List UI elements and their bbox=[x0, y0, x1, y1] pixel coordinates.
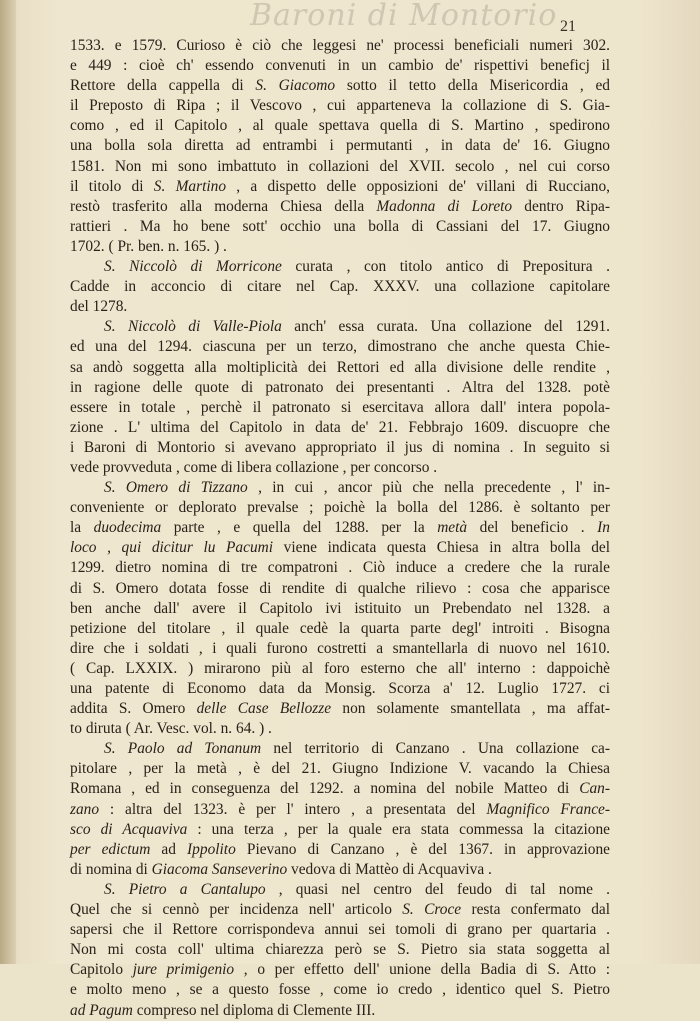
italic-segment: zano bbox=[70, 800, 100, 818]
italic-segment: S. Niccolò di Valle-Piola bbox=[104, 318, 282, 336]
text-line: ( Cap. LXXIX. ) mirarono più al foro esterno che all' interno : dappoichè bbox=[70, 659, 610, 677]
text-line: e molto meno , se a questo fosse , come io credo , identico quel S. Pietro bbox=[70, 981, 610, 999]
text-segment: Rettore della cappella di bbox=[70, 77, 256, 95]
text-line bbox=[70, 840, 610, 860]
italic-segment: Madonna di Loreto bbox=[376, 197, 513, 215]
text-segment: Quel che si cennò per incidenza nell' articolo bbox=[70, 901, 403, 919]
text-segment: Romana , ed in conseguenza del 1292. a nomina del nobile Matteo di bbox=[70, 780, 580, 798]
text-segment: , quasi nel centro del feudo di tal nome . bbox=[265, 880, 611, 898]
text-line bbox=[70, 699, 610, 719]
text-line bbox=[70, 860, 610, 880]
text-line: pitolare , per la metà , è del 21. Giugno Indizione V. vacando la Chiesa bbox=[70, 760, 610, 778]
text-line: rattieri . Ma ho bene sott' occhio una bolla di Cassiani del 17. Giugno bbox=[70, 217, 610, 235]
italic-segment: Can- bbox=[579, 780, 610, 798]
text-line bbox=[70, 197, 610, 217]
italic-segment: S. Pietro a Cantalupo bbox=[104, 880, 266, 898]
text-segment: di nomina di bbox=[70, 860, 152, 878]
italic-segment: loco , qui dicitur lu Pacumi bbox=[70, 539, 274, 557]
text-line bbox=[70, 779, 610, 799]
text-segment: parte , e quella del 1288. per la bbox=[161, 519, 438, 537]
body-text bbox=[70, 36, 610, 1021]
italic-segment: Magnifico France- bbox=[486, 800, 610, 818]
text-segment: : una terza , per la quale era stata commessa la citazione bbox=[187, 820, 610, 838]
italic-segment: per edictum bbox=[70, 840, 151, 858]
italic-segment: delle Case Bellozze bbox=[196, 700, 332, 718]
text-segment: , in cui , ancor più che nella precedente , l' in- bbox=[247, 479, 610, 497]
text-line: Cadde in acconcio di citare nel Cap. XXXV. una collazione capitolare bbox=[70, 278, 610, 296]
text-segment: , o per effetto dell' unione della Badia di S. Atto : bbox=[234, 961, 610, 979]
text-line: como , ed il Capitolo , al quale spettava quella di S. Martino , spedirono bbox=[70, 117, 610, 135]
italic-segment: S. Martino bbox=[153, 177, 227, 195]
italic-segment: In bbox=[597, 519, 610, 537]
text-segment: il titolo di bbox=[70, 177, 154, 195]
text-line bbox=[70, 880, 610, 900]
text-line: 1533. e 1579. Curioso è ciò che leggesi ne' processi beneficiali numeri 302. bbox=[70, 37, 610, 54]
text-segment: sotto il tetto della Misericordia , ed bbox=[335, 77, 610, 95]
text-line: di S. Omero dotata fosse di rendite di qualche rilievo : cosa che apparisce bbox=[70, 579, 610, 597]
book-binding-shadow bbox=[0, 0, 16, 964]
text-line bbox=[70, 820, 610, 840]
text-line: 1581. Non mi sono imbattuto in collazioni del XVII. secolo , nel cui corso bbox=[70, 157, 610, 175]
italic-segment: jure primigenio bbox=[132, 961, 235, 979]
text-line: sapersi che il Rettore corrispondeva annui sei tomoli di grano per quartaria . bbox=[70, 921, 610, 939]
text-segment: resta confermato dal bbox=[461, 901, 610, 919]
text-line: i Baroni di Montorio si avevano appropriato il jus di nomina . In seguito si bbox=[70, 438, 610, 456]
text-line: una patente di Economo data da Monsig. Scorza a' 12. Luglio 1727. ci bbox=[70, 680, 610, 697]
text-segment: Capitolo bbox=[70, 961, 133, 979]
text-segment: compreso nel diploma di Clemente III. bbox=[132, 1001, 376, 1019]
text-segment: nel territorio di Canzano . Una collazione ca- bbox=[261, 740, 610, 758]
text-line: dire che i soldati , i quali furono costretti a smantellarla di nuovo nel 1610. bbox=[70, 639, 610, 657]
text-segment: : altra del 1323. è per l' intero , a presentata del bbox=[99, 800, 487, 818]
italic-segment: ad Pagum bbox=[70, 1001, 133, 1019]
text-line bbox=[70, 76, 610, 96]
italic-segment: S. Paolo ad Tonanum bbox=[104, 740, 262, 758]
text-line bbox=[70, 518, 610, 538]
text-line: 1702. ( Pr. ben. n. 165. ) . bbox=[70, 237, 227, 255]
text-segment: addita S. Omero bbox=[70, 700, 197, 718]
text-segment: vedova di Mattèo di Acquaviva . bbox=[287, 860, 492, 878]
italic-segment: S. Giacomo bbox=[255, 77, 336, 95]
text-segment: non solamente smantellata , ma affat- bbox=[331, 700, 610, 718]
italic-segment: duodecima bbox=[93, 519, 162, 537]
text-line: in ragione delle quote di patronato dei presentanti . Altra del 1328. potè bbox=[70, 378, 610, 396]
text-line: essere in totale , perchè il patronato si esercitava allora dall' intera popola- bbox=[70, 398, 610, 416]
text-line: conveniente or deplorato prevalse ; poichè la bolla del 1286. è soltanto per bbox=[70, 499, 610, 517]
text-segment: ad bbox=[150, 840, 188, 858]
text-line: petizione del titolare , il quale cedè la quarta parte degl' introiti . Bisogna bbox=[70, 619, 610, 637]
italic-segment: Giacoma Sanseverino bbox=[151, 860, 288, 878]
text-line: una bolla sola diretta ad entrambi i permutanti , in data de' 16. Giugno bbox=[70, 137, 610, 155]
text-segment: , a dispetto delle opposizioni de' villani di Rucciano, bbox=[226, 177, 611, 195]
text-line: to diruta ( Ar. Vesc. vol. n. 64. ) . bbox=[70, 720, 272, 738]
text-line: sa andò soggetta alla moltiplicità dei Rettori ed alla divisione delle rendite , bbox=[70, 358, 610, 376]
text-segment: dentro Ripa- bbox=[512, 197, 610, 215]
text-line bbox=[70, 960, 610, 980]
text-line bbox=[70, 317, 610, 337]
italic-segment: metà bbox=[437, 519, 468, 537]
text-line bbox=[70, 739, 610, 759]
text-line: zione . L' ultima del Capitolo in data de' 21. Febbrajo 1609. discuopre che bbox=[70, 418, 610, 436]
text-line: vede provveduta , come di libera collazione , per concorso . bbox=[70, 458, 438, 476]
text-line: il Preposto di Ripa ; il Vescovo , cui apparteneva la collazione di S. Gia- bbox=[70, 97, 610, 115]
text-segment: restò trasferito alla moderna Chiesa della bbox=[70, 197, 377, 215]
handwritten-annotation: Baroni di Montorio bbox=[250, 0, 558, 33]
page-number: 21 bbox=[560, 18, 576, 35]
text-line: 1299. dietro nomina di tre compatroni . Ciò induce a credere che la rurale bbox=[70, 559, 610, 577]
text-line: e 449 : cioè ch' essendo convenuti in un cambio de' rispettivi beneficj il bbox=[70, 57, 610, 75]
text-line bbox=[70, 800, 610, 820]
text-segment: curata , con titolo antico di Prepositura . bbox=[281, 258, 610, 276]
text-segment: la bbox=[70, 519, 94, 537]
italic-segment: S. Omero di Tizzano bbox=[104, 479, 248, 497]
text-segment: Pievano di Canzano , è del 1367. in approvazione bbox=[235, 840, 610, 858]
text-line bbox=[70, 257, 610, 277]
italic-segment: S. Croce bbox=[402, 901, 462, 919]
text-line bbox=[70, 900, 610, 920]
text-line bbox=[70, 1001, 610, 1021]
text-segment: viene indicata questa Chiesa in altra bolla del bbox=[273, 539, 610, 557]
italic-segment: sco di Acquaviva bbox=[70, 820, 188, 838]
text-line: Non mi costa coll' ultima chiarezza però se S. Pietro sia stata soggetta al bbox=[70, 941, 610, 959]
italic-segment: S. Niccolò di Morricone bbox=[104, 258, 282, 276]
text-line: ed una del 1294. ciascuna per un terzo, dimostrano che anche questa Chie- bbox=[70, 338, 610, 356]
text-line bbox=[70, 538, 610, 558]
italic-segment: Ippolito bbox=[187, 840, 236, 858]
text-line: del 1278. bbox=[70, 298, 128, 316]
text-line: ben anche dall' avere il Capitolo ivi istituito un Prebendato nel 1328. a bbox=[70, 599, 610, 617]
text-segment: del beneficio . bbox=[467, 519, 598, 537]
text-line bbox=[70, 177, 610, 197]
text-line bbox=[70, 478, 610, 498]
text-segment: anch' essa curata. Una collazione del 1291. bbox=[281, 318, 610, 336]
